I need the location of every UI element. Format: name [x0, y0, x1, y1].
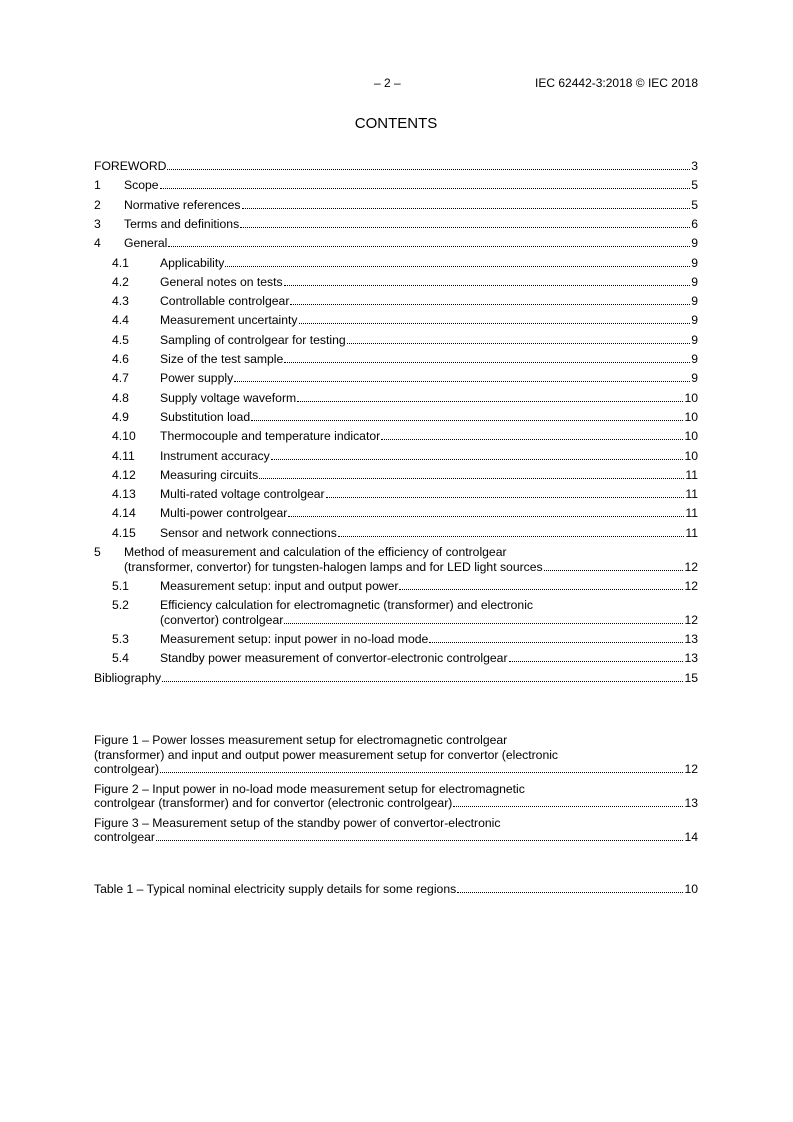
entry-line — [160, 632, 698, 647]
entry-body — [94, 733, 698, 777]
dot-leader — [240, 227, 690, 228]
entry-page-number: 9 — [691, 236, 698, 251]
entry-title: Terms and definitions — [124, 216, 240, 231]
dot-leader — [284, 623, 683, 624]
entry-number: 4.12 — [112, 467, 136, 482]
standard-designation: IEC 62442-3:2018 © IEC 2018 — [535, 76, 698, 90]
entry-number: 4.2 — [112, 274, 129, 289]
entry-body — [94, 159, 698, 174]
entry-number: 4.13 — [112, 487, 136, 502]
entry-page-number: 9 — [691, 294, 698, 309]
entry-title: Thermocouple and temperature indicator — [160, 429, 381, 444]
entry-number: 5.4 — [112, 651, 129, 666]
entry-body — [160, 468, 698, 483]
dot-leader — [259, 478, 684, 479]
entry-line — [160, 651, 698, 666]
entry-line — [94, 782, 698, 797]
entry-body — [160, 275, 698, 290]
entry-line — [160, 391, 698, 406]
entry-line — [94, 671, 698, 686]
entry-number: 4.10 — [112, 429, 136, 444]
entry-line — [94, 882, 698, 897]
entry-page-number: 12 — [684, 559, 698, 574]
entry-title: Substitution load — [160, 409, 251, 424]
entry-number: 4.15 — [112, 525, 136, 540]
entry-page-number: 12 — [684, 612, 698, 627]
entry-body — [160, 410, 698, 425]
entry-body — [160, 651, 698, 666]
entry-title: FOREWORD — [94, 159, 167, 173]
entry-number: 1 — [94, 178, 101, 193]
entry-page-number: 11 — [685, 487, 698, 502]
entry-title: Figure 3 – Measurement setup of the standby power of convertor-electronic — [94, 815, 501, 830]
entry-title: Method of measurement and calculation of the efficiency of controlgear — [124, 545, 507, 559]
entry-line — [160, 429, 698, 444]
entry-line — [160, 506, 698, 521]
entry-title: Measuring circuits — [160, 467, 259, 482]
entry-body — [160, 449, 698, 464]
entry-page-number: 12 — [684, 578, 698, 593]
dot-leader — [326, 497, 685, 498]
entry-number: 4.1 — [112, 255, 129, 270]
entry-title: Multi-rated voltage controlgear — [160, 487, 325, 502]
entry-line — [160, 275, 698, 290]
dot-leader — [290, 304, 690, 305]
dot-leader — [284, 362, 690, 363]
entry-line — [160, 526, 698, 541]
entry-line — [160, 313, 698, 328]
entry-body — [160, 429, 698, 444]
entry-title: Instrument accuracy — [160, 448, 270, 463]
entry-title: Size of the test sample — [160, 352, 284, 366]
entry-page-number: 3 — [691, 159, 698, 173]
entry-title: Figure 2 – Input power in no-load mode measurement setup for electromagnetic — [94, 781, 525, 796]
entry-body — [160, 294, 698, 309]
dot-leader — [544, 570, 684, 571]
entry-body — [160, 526, 698, 541]
entry-body — [160, 391, 698, 406]
entry-line — [94, 830, 698, 845]
entry-number: 5.1 — [112, 578, 129, 593]
entry-title: General — [124, 236, 168, 251]
entry-line — [160, 294, 698, 309]
entry-title: Measurement setup: input and output power — [160, 578, 399, 593]
entry-line — [94, 796, 698, 811]
entry-body — [124, 178, 698, 193]
entry-body — [160, 333, 698, 348]
entry-title: Efficiency calculation for electromagnetic (transformer) and electronic — [160, 598, 534, 613]
entry-body — [124, 236, 698, 251]
entry-page-number: 13 — [684, 796, 698, 810]
entry-number: 5.3 — [112, 631, 129, 646]
entry-page-number: 14 — [684, 830, 698, 844]
entry-page-number: 10 — [684, 390, 698, 405]
entry-body — [160, 313, 698, 328]
dot-leader — [160, 772, 683, 773]
entry-page-number: 10 — [684, 429, 698, 444]
entry-line — [160, 449, 698, 464]
entry-body — [160, 487, 698, 502]
entry-number: 4.7 — [112, 371, 129, 386]
dot-leader — [457, 892, 683, 893]
dot-leader — [453, 806, 683, 807]
dot-leader — [381, 439, 683, 440]
entry-title: Sensor and network connections — [160, 525, 337, 540]
entry-body — [94, 882, 698, 897]
entry-title: (transformer, convertor) for tungsten-halogen lamps and for LED light sources — [124, 559, 543, 574]
dot-leader — [429, 642, 683, 643]
entry-title: Sampling of controlgear for testing — [160, 332, 346, 347]
entry-body — [124, 198, 698, 213]
entry-line — [160, 410, 698, 425]
dot-leader — [167, 169, 690, 170]
entry-number: 5.2 — [112, 598, 129, 613]
entry-line — [160, 256, 698, 271]
page-header — [94, 76, 698, 92]
entry-page-number: 13 — [684, 651, 698, 666]
entry-line — [94, 762, 698, 777]
dot-leader — [225, 266, 690, 267]
entry-title: controlgear — [94, 830, 155, 844]
entry-body — [94, 782, 698, 811]
entry-title: Controllable controlgear — [160, 294, 290, 309]
entry-number: 3 — [94, 216, 101, 231]
entry-page-number: 5 — [691, 197, 698, 212]
entry-title: Measurement uncertainty — [160, 313, 298, 328]
entry-line — [124, 198, 698, 213]
dot-leader — [297, 401, 683, 402]
entry-line — [160, 468, 698, 483]
entry-title: Multi-power controlgear — [160, 506, 288, 521]
entry-page-number: 9 — [691, 274, 698, 289]
entry-body — [160, 506, 698, 521]
entry-number: 4.9 — [112, 409, 129, 424]
entry-line — [160, 352, 698, 367]
entry-page-number: 9 — [691, 371, 698, 386]
entry-line — [160, 487, 698, 502]
entry-page-number: 11 — [685, 506, 698, 521]
entry-line — [94, 159, 698, 174]
entry-number: 4.4 — [112, 313, 129, 328]
entry-body — [160, 256, 698, 271]
entry-line — [124, 545, 698, 560]
dot-leader — [299, 323, 691, 324]
entry-number: 2 — [94, 197, 101, 212]
entry-line — [94, 733, 698, 748]
entry-line — [160, 333, 698, 348]
entry-page-number: 5 — [691, 178, 698, 193]
entry-body — [94, 816, 698, 845]
entry-page-number: 9 — [691, 313, 698, 328]
dot-leader — [160, 188, 691, 189]
entry-body — [160, 371, 698, 386]
dot-leader — [162, 681, 683, 682]
entry-line — [124, 560, 698, 575]
entry-page-number: 11 — [685, 525, 698, 540]
dot-leader — [242, 208, 691, 209]
entry-body — [160, 579, 698, 594]
entry-title: Bibliography — [94, 670, 162, 685]
entry-body — [160, 598, 698, 627]
dot-leader — [347, 343, 691, 344]
dot-leader — [288, 516, 684, 517]
entry-line — [94, 816, 698, 831]
entry-page-number: 10 — [684, 409, 698, 424]
entry-number: 4.5 — [112, 332, 129, 347]
entry-page-number: 9 — [691, 332, 698, 347]
entry-title: Normative references — [124, 197, 241, 212]
entry-line — [160, 579, 698, 594]
entry-title: Scope — [124, 178, 159, 193]
entry-page-number: 9 — [691, 352, 698, 366]
entry-title: Applicability — [160, 255, 225, 270]
entry-number: 5 — [94, 545, 101, 559]
entry-page-number: 9 — [691, 255, 698, 270]
entry-number: 4.3 — [112, 294, 129, 309]
dot-leader — [284, 285, 691, 286]
entry-body — [124, 545, 698, 574]
page-title: CONTENTS — [354, 115, 438, 132]
dot-leader — [271, 459, 684, 460]
dot-leader — [251, 420, 683, 421]
entry-line — [160, 371, 698, 386]
dot-leader — [156, 840, 683, 841]
entry-title: Supply voltage waveform — [160, 390, 297, 405]
entry-number: 4.14 — [112, 506, 136, 521]
entry-line — [124, 236, 698, 251]
entry-page-number: 15 — [684, 670, 698, 685]
entry-line — [94, 748, 698, 763]
entry-line — [160, 598, 698, 613]
entry-title: Table 1 – Typical nominal electricity supply details for some regions — [94, 882, 457, 896]
entry-number: 4 — [94, 236, 101, 251]
dot-leader — [168, 246, 690, 247]
entry-body — [94, 671, 698, 686]
entry-page-number: 13 — [684, 631, 698, 646]
entry-line — [124, 178, 698, 193]
entry-number: 4.11 — [112, 448, 135, 463]
dot-leader — [399, 589, 683, 590]
dot-leader — [509, 661, 684, 662]
entry-line — [160, 613, 698, 628]
entry-title: General notes on tests — [160, 274, 283, 289]
entry-title: Measurement setup: input power in no-load mode — [160, 631, 429, 646]
entry-body — [160, 352, 698, 367]
entry-page-number: 10 — [684, 448, 698, 463]
entry-body — [124, 217, 698, 232]
entry-page-number: 6 — [691, 216, 698, 231]
entry-title: (convertor) controlgear — [160, 612, 284, 627]
entry-title: Power supply — [160, 371, 234, 386]
entry-title: controlgear (transformer) and for convertor (electronic controlgear) — [94, 796, 453, 810]
entry-title: controlgear) — [94, 762, 160, 776]
entry-page-number: 11 — [685, 467, 698, 482]
entry-title: Standby power measurement of convertor-electronic controlgear — [160, 651, 508, 666]
entry-number: 4.6 — [112, 352, 129, 366]
page-number: – 2 – — [374, 76, 401, 90]
entry-page-number: 12 — [684, 762, 698, 776]
dot-leader — [338, 536, 685, 537]
entry-title: (transformer) and input and output power measurement setup for convertor (electronic — [94, 747, 559, 762]
entry-title: Figure 1 – Power losses measurement setup for electromagnetic controlgear — [94, 733, 508, 747]
entry-body — [160, 632, 698, 647]
entry-number: 4.8 — [112, 390, 129, 405]
entry-line — [124, 217, 698, 232]
dot-leader — [234, 381, 690, 382]
entry-page-number: 10 — [684, 882, 698, 896]
